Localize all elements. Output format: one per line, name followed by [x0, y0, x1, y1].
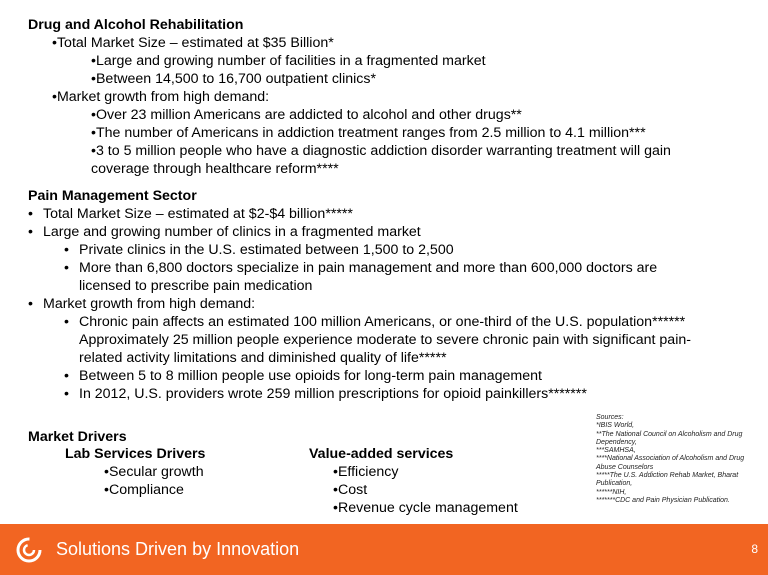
- source-item: *****The U.S. Addiction Rehab Market, Bharat Publication,: [596, 472, 739, 488]
- pain-subbullet-doctors-line2: licensed to prescribe pain medication: [79, 278, 313, 294]
- value-added-title: Value-added services: [309, 446, 454, 462]
- pain-subbullet-chronic-line3: related activity limitations and diminished quality of life*****: [79, 350, 447, 366]
- bullet-icon: [64, 367, 69, 385]
- bullet-icon: [28, 295, 33, 313]
- rehab-subbullet-clinics: •Between 14,500 to 16,700 outpatient clinics*: [91, 71, 376, 87]
- drivers-title: Market Drivers: [28, 429, 127, 445]
- bullet-icon: [28, 223, 33, 241]
- pain-subbullet-private-clinics: Private clinics in the U.S. estimated between 1,500 to 2,500: [79, 242, 454, 258]
- footer-tagline: Solutions Driven by Innovation: [56, 539, 300, 559]
- source-item: **The National Council on Alcoholism and Drug Dependency,: [596, 430, 743, 446]
- lab-item-compliance: •Compliance: [104, 482, 184, 498]
- page-number: 8: [751, 542, 758, 556]
- rehab-bullet-growth: •Market growth from high demand:: [52, 89, 270, 105]
- rehab-subbullet-reform-line2: coverage through healthcare reform****: [91, 161, 339, 177]
- bullet-icon: [64, 385, 69, 403]
- lab-item-secular-growth: •Secular growth: [104, 464, 204, 480]
- value-item-efficiency: •Efficiency: [333, 464, 399, 480]
- pain-subbullet-chronic-line1: Chronic pain affects an estimated 100 million Americans, or one-third of the U.S. population******: [79, 314, 686, 330]
- swirl-logo-icon: [16, 537, 42, 563]
- pain-bullet-clinics: Large and growing number of clinics in a fragmented market: [43, 224, 421, 240]
- rehab-subbullet-addicted: •Over 23 million Americans are addicted to alcohol and other drugs**: [91, 107, 522, 123]
- pain-subbullet-opioids: Between 5 to 8 million people use opioids for long-term pain management: [79, 368, 542, 384]
- rehab-title: Drug and Alcohol Rehabilitation: [28, 17, 244, 33]
- pain-subbullet-prescriptions: In 2012, U.S. providers wrote 259 million prescriptions for opioid painkillers*******: [79, 386, 587, 402]
- footer-bar: [0, 524, 768, 575]
- sources-block: [596, 414, 764, 505]
- pain-subbullet-chronic-line2: Approximately 25 million people experience moderate to severe chronic pain with significant pain-: [79, 332, 691, 348]
- value-item-revenue-cycle: •Revenue cycle management: [333, 500, 518, 516]
- rehab-bullet-market-size: •Total Market Size – estimated at $35 Billion*: [52, 35, 334, 51]
- source-item: *IBIS World,: [596, 422, 635, 430]
- bullet-icon: [64, 313, 69, 331]
- source-item: *******CDC and Pain Physician Publication.: [596, 496, 730, 504]
- value-item-cost: •Cost: [333, 482, 368, 498]
- pain-bullet-market-size: Total Market Size – estimated at $2-$4 billion*****: [43, 206, 353, 222]
- rehab-subbullet-facilities: •Large and growing number of facilities in a fragmented market: [91, 53, 486, 69]
- source-item: ******NIH,: [596, 488, 627, 496]
- bullet-icon: [28, 205, 33, 223]
- pain-bullet-growth: Market growth from high demand:: [43, 296, 256, 312]
- rehab-subbullet-treatment: •The number of Americans in addiction treatment ranges from 2.5 million to 4.1 million***: [91, 125, 646, 141]
- pain-subbullet-doctors-line1: More than 6,800 doctors specialize in pain management and more than 600,000 doctors are: [79, 260, 658, 276]
- bullet-icon: [64, 241, 69, 259]
- pain-title: Pain Management Sector: [28, 188, 197, 204]
- source-item: ***SAMHSA,: [596, 447, 636, 455]
- rehab-subbullet-reform-line1: •3 to 5 million people who have a diagnostic addiction disorder warranting treatment will gain: [91, 143, 671, 159]
- bullet-icon: [64, 259, 69, 277]
- source-item: ****National Association of Alcoholism and Drug Abuse Counselors: [596, 455, 745, 471]
- sources-title: Sources:: [596, 414, 624, 421]
- lab-services-title: Lab Services Drivers: [65, 446, 206, 462]
